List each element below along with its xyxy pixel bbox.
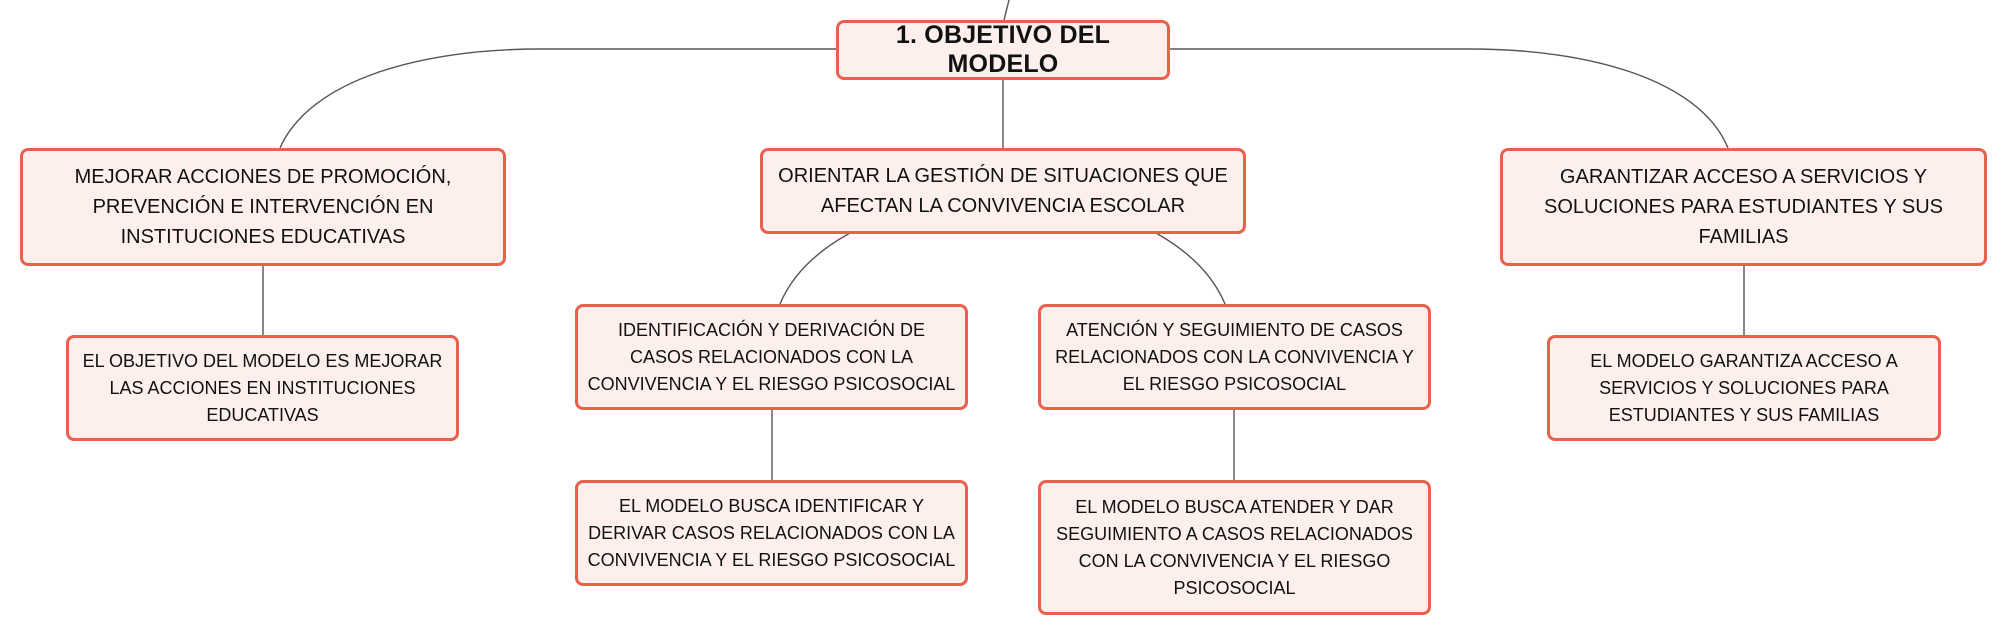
- branch-node-label: MEJORAR ACCIONES DE PROMOCIÓN, PREVENCIÓN E INTERVENCIÓN EN INSTITUCIONES EDUCATIVAS: [74, 166, 452, 248]
- leaf-node-label: EL MODELO GARANTIZA ACCESO A SERVICIOS Y SOLUCIONES PARA ESTUDIANTES Y SUS FAMILIAS: [1590, 350, 1898, 425]
- branch-node-label: ORIENTAR LA GESTIÓN DE SITUACIONES QUE AFECTAN LA CONVIVENCIA ESCOLAR: [778, 165, 1228, 217]
- leaf-node-guarantee-access-detail[interactable]: [1547, 335, 1941, 441]
- leaf-node-identification-detail[interactable]: [575, 480, 968, 586]
- connector-root-to-left-branch: [280, 49, 836, 148]
- leaf-node-label: EL MODELO BUSCA ATENDER Y DAR SEGUIMIENTO A CASOS RELACIONADOS CON LA CONVIVENCIA Y EL RIESGO PSICOSOCIAL: [1056, 496, 1413, 598]
- connector-center-to-attention: [1156, 233, 1225, 304]
- branch-node-guarantee-access[interactable]: [1500, 148, 1987, 266]
- branch-node-orient-management[interactable]: [760, 148, 1246, 234]
- subbranch-node-attention[interactable]: [1038, 304, 1431, 410]
- subbranch-node-label: ATENCIÓN Y SEGUIMIENTO DE CASOS RELACIONADOS CON LA CONVIVENCIA Y EL RIESGO PSICOSOCIAL: [1055, 319, 1414, 394]
- root-node-label: 1. OBJETIVO DEL MODELO: [895, 21, 1111, 78]
- leaf-node-attention-detail[interactable]: [1038, 480, 1431, 615]
- subbranch-node-label: IDENTIFICACIÓN Y DERIVACIÓN DE CASOS RELACIONADOS CON LA CONVIVENCIA Y EL RIESGO PSICOSOCIAL: [587, 319, 956, 394]
- branch-node-improve-actions[interactable]: [20, 148, 506, 266]
- branch-node-label: GARANTIZAR ACCESO A SERVICIOS Y SOLUCIONES PARA ESTUDIANTES Y SUS FAMILIAS: [1543, 166, 1943, 248]
- leaf-node-label: EL OBJETIVO DEL MODELO ES MEJORAR LAS ACCIONES EN INSTITUCIONES EDUCATIVAS: [82, 350, 443, 425]
- connector-parent-link: [1004, 0, 1009, 20]
- connector-center-to-identification: [780, 233, 850, 304]
- leaf-node-improve-actions-detail[interactable]: [66, 335, 459, 441]
- connector-root-to-right-branch: [1170, 49, 1728, 148]
- root-node[interactable]: [836, 20, 1170, 80]
- leaf-node-label: EL MODELO BUSCA IDENTIFICAR Y DERIVAR CASOS RELACIONADOS CON LA CONVIVENCIA Y EL RIESGO PSICOSOCIAL: [587, 495, 956, 570]
- subbranch-node-identification[interactable]: [575, 304, 968, 410]
